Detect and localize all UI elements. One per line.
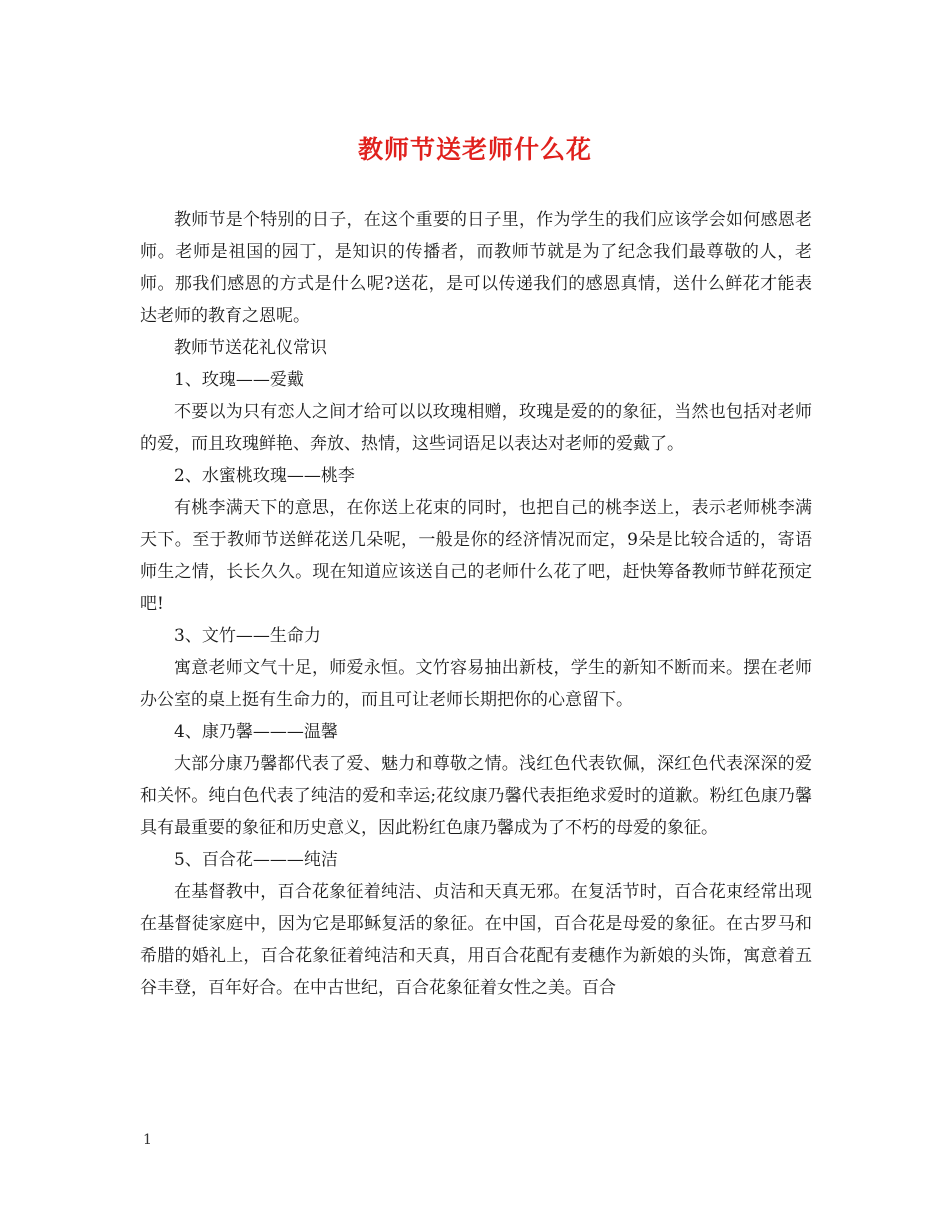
page-number: 1 bbox=[143, 1132, 152, 1148]
item-heading-rose: 1、玫瑰——爱戴 bbox=[174, 370, 304, 390]
section-heading-etiquette: 教师节送花礼仪常识 bbox=[174, 338, 327, 358]
paragraph-peach-rose: 有桃李满天下的意思，在你送上花束的同时，也把自己的桃李送上，表示老师桃李满天下。至于教师节送鲜花送几朵呢，一般是你的经济情况而定，9朵是比较合适的，寄语师生之情，长长久久。现在知道应该送自己的老师什么花了吧，赶快筹备教师节鲜花预定吧! bbox=[140, 498, 812, 614]
item-heading-asparagus-fern: 3、文竹——生命力 bbox=[174, 626, 321, 646]
paragraph-rose: 不要以为只有恋人之间才给可以以玫瑰相赠，玫瑰是爱的的象征，当然也包括对老师的爱，而且玫瑰鲜艳、奔放、热情，这些词语足以表达对老师的爱戴了。 bbox=[140, 402, 812, 454]
item-heading-carnation: 4、康乃馨———温馨 bbox=[174, 722, 338, 742]
paragraph-asparagus-fern: 寓意老师文气十足，师爱永恒。文竹容易抽出新枝，学生的新知不断而来。摆在老师办公室的桌上挺有生命力的，而且可让老师长期把你的心意留下。 bbox=[140, 658, 812, 710]
paragraph-intro: 教师节是个特别的日子，在这个重要的日子里，作为学生的我们应该学会如何感恩老师。老师是祖国的园丁，是知识的传播者，而教师节就是为了纪念我们最尊敬的人，老师。那我们感恩的方式是什么呢?送花，是可以传递我们的感恩真情，送什么鲜花才能表达老师的教育之恩呢。 bbox=[140, 210, 812, 326]
item-heading-lily: 5、百合花———纯洁 bbox=[174, 850, 338, 870]
paragraph-carnation: 大部分康乃馨都代表了爱、魅力和尊敬之情。浅红色代表钦佩，深红色代表深深的爱和关怀。纯白色代表了纯洁的爱和幸运;花纹康乃馨代表拒绝求爱时的道歉。粉红色康乃馨具有最重要的象征和历史意义，因此粉红色康乃馨成为了不朽的母爱的象征。 bbox=[140, 754, 812, 838]
paragraph-lily: 在基督教中，百合花象征着纯洁、贞洁和天真无邪。在复活节时，百合花束经常出现在基督徒家庭中，因为它是耶稣复活的象征。在中国，百合花是母爱的象征。在古罗马和希腊的婚礼上，百合花象征着纯洁和天真，用百合花配有麦穗作为新娘的头饰，寓意着五谷丰登，百年好合。在中古世纪，百合花象征着女性之美。百合 bbox=[140, 882, 812, 998]
document-title: 教师节送老师什么花 bbox=[357, 135, 592, 164]
document-body bbox=[140, 204, 812, 1004]
item-heading-peach-rose: 2、水蜜桃玫瑰——桃李 bbox=[174, 466, 355, 486]
